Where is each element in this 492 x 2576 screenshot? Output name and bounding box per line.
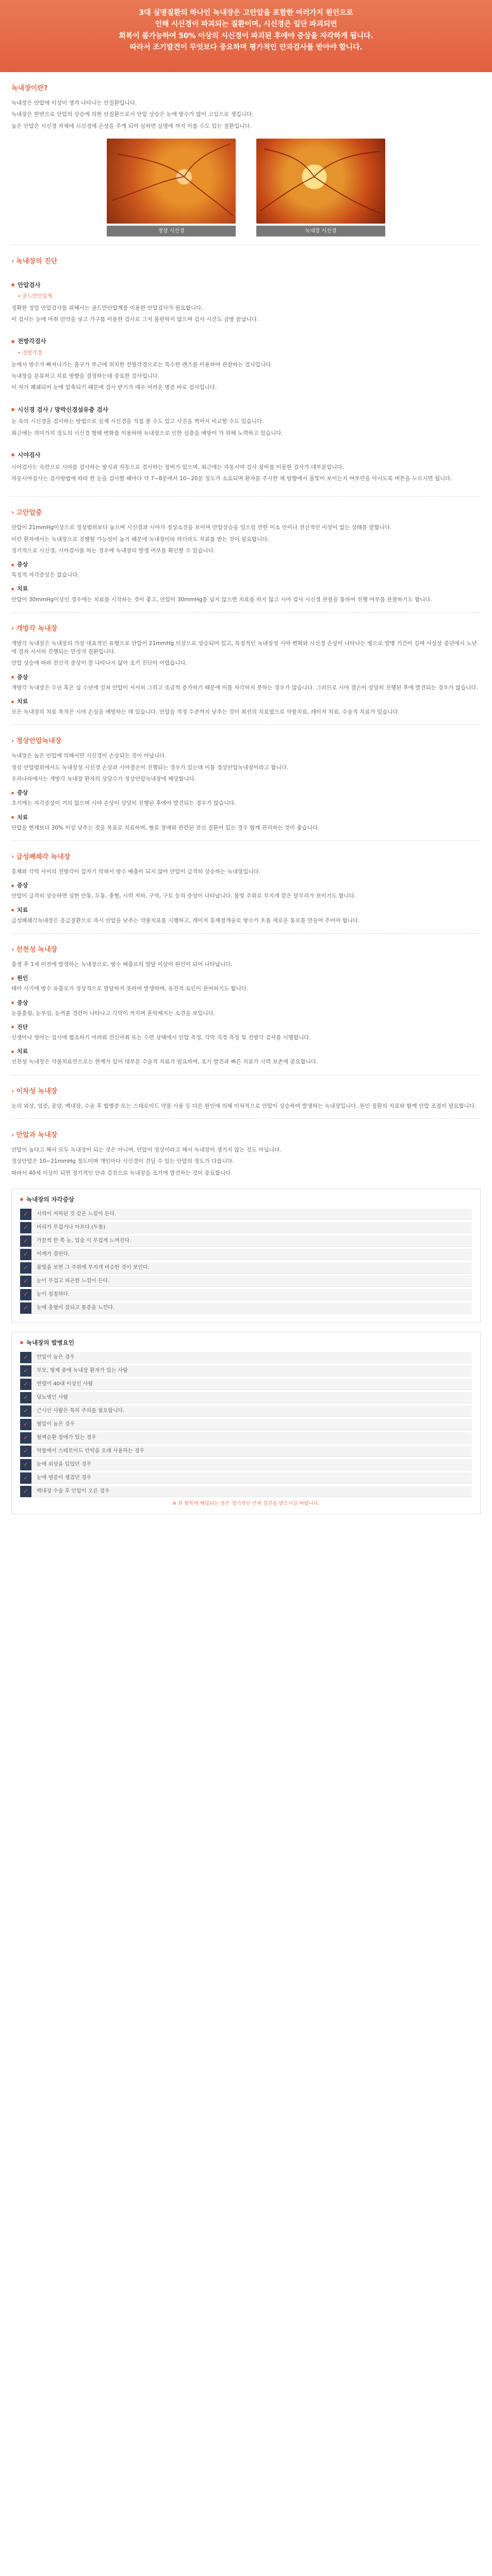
checklist-item-label: 약물에서 스테로이드 안약을 오래 사용하는 경우 bbox=[31, 1446, 472, 1457]
hero-line: 3대 실명질환의 하나인 녹내장은 고안압을 포함한 여러가지 원인으로 bbox=[139, 9, 353, 17]
checklist-item-label: 머리가 무겁거나 아프다.(두통) bbox=[31, 1222, 472, 1233]
intro-paragraph: 녹내장은 한번으로 안압의 상승에 의한 안질환으로서 안압 상승은 눈에 방수가 많이 고임으로 생깁니다. bbox=[11, 111, 254, 118]
checklist-item bbox=[20, 1379, 472, 1390]
check-icon: ✓ bbox=[20, 1249, 31, 1260]
glaucoma-fundus-caption: 녹내장 시신경 bbox=[256, 226, 385, 237]
checklist-item-label: 눈이 무겁고 피곤한 느낌이 든다. bbox=[31, 1276, 472, 1287]
checklist-item-label: 혈액순환 장애가 있는 경우 bbox=[31, 1432, 472, 1444]
checklists bbox=[11, 1189, 481, 1514]
checklist-item-label: 연령이 40대 이상인 사람 bbox=[31, 1379, 472, 1390]
dot-icon bbox=[11, 453, 14, 456]
checklist-item-label: 어깨가 결린다. bbox=[31, 1249, 472, 1260]
checklist-item bbox=[20, 1302, 472, 1314]
check-icon: ✓ bbox=[20, 1459, 31, 1470]
field-test: 시야검사 시야검사는 숙련으로 시야를 검사하는 방식과 자동으로 검사하는 장비가 있으며, 최근에는 자동시야 검사 장비를 이용한 검사가 대부분입니다. 자동시야검사는 검사방법에 따라 한 눈을 검사할 때마다 약 7~8분에서 10~20분 정도가 소요되며 환자를 주시한 채 방향에서 불빛이 보이는지 여부만을 아시도록 버튼을 누르시면 됩니다. bbox=[11, 451, 452, 482]
check-icon: ✓ bbox=[20, 1392, 31, 1403]
pressure-test: 안압검사 • 골드만안압계 정확한 정밀 안압검사를 위해서는 골드만안압계를 이용한 안압검사가 필요합니다. 이 검사는 눈에 마취 안약을 넣고 가구를 이용한 검사로 그저 불편하지 않으며 검사 시간도 금방 끝납니다. bbox=[11, 273, 481, 329]
checklist-item bbox=[20, 1262, 472, 1274]
normal-fundus-image bbox=[107, 139, 236, 224]
normal-tension-title: › 정상안압녹내장 bbox=[11, 737, 62, 745]
intro-title: 녹내장이란? bbox=[11, 84, 48, 92]
checklist-item-label: 눈에 염증이 생겼던 경우 bbox=[31, 1472, 472, 1484]
checklist-item-label: 눈에 외상을 입었던 경우 bbox=[31, 1459, 472, 1470]
checklist-item bbox=[20, 1235, 472, 1247]
check-icon: ✓ bbox=[20, 1235, 31, 1247]
iop-title: › 안압과 녹내장 bbox=[11, 1131, 58, 1139]
checklist-item bbox=[20, 1249, 472, 1260]
diagnosis-title: › 녹내장의 진단 bbox=[11, 258, 58, 266]
checklist-item bbox=[20, 1289, 472, 1300]
angle-test: 전방각검사 • 전방각경 눈에서 방수가 빠져나가는 출구가 부근에 위치한 전방각경으로는 특수한 렌즈를 이용하여 관찰하는 검사입니다. 녹내장을 분류하고 치료 방향을 결정하는데 중요한 검사입니다. 이 자가 폐쇄되어 눈에 압축되기 때문에 검사 받기가 매우 어려운 병증 바로 검사입니다. bbox=[11, 329, 481, 397]
divider bbox=[11, 496, 481, 497]
hero-banner bbox=[0, 0, 492, 72]
glaucoma-fundus bbox=[256, 139, 385, 237]
checklist-item bbox=[20, 1209, 472, 1220]
checklist-item bbox=[20, 1472, 472, 1484]
glaucoma-fundus-image bbox=[256, 139, 385, 224]
checklist-item-label: 눈이 침침하다. bbox=[31, 1289, 472, 1300]
checklist-item bbox=[20, 1459, 472, 1470]
intro-paragraph: 녹내장은 안압에 이상이 생겨 나타나는 안질환입니다. bbox=[11, 100, 137, 107]
arrow-icon: › bbox=[11, 258, 14, 266]
checklist-item bbox=[20, 1405, 472, 1417]
checklist-item bbox=[20, 1276, 472, 1287]
checklist-item bbox=[20, 1486, 472, 1497]
check-icon: ✓ bbox=[20, 1222, 31, 1233]
check-icon: ✓ bbox=[20, 1432, 31, 1444]
check-icon: ✓ bbox=[20, 1365, 31, 1377]
checklist-item bbox=[20, 1365, 472, 1377]
checklist-item-label: 눈에 충혈이 잘되고 통증을 느낀다. bbox=[31, 1302, 472, 1314]
hero-line: 회복이 불가능하여 50% 이상의 시신경이 파괴된 후에야 증상을 자각하게 됩니다. bbox=[119, 31, 373, 40]
pressure-test-device: • 골드만안압계 bbox=[18, 293, 481, 301]
checklist-item-label: 근시인 사람은 특히 주의를 필요합니다. bbox=[31, 1405, 472, 1417]
acute-angle-title: › 급성폐쇄각 녹내장 bbox=[11, 853, 71, 861]
check-icon: ✓ bbox=[20, 1302, 31, 1314]
check-icon: ✓ bbox=[20, 1276, 31, 1287]
hero-line: 인해 시신경이 파괴되는 질환이며, 시신경은 일단 파괴되면 bbox=[155, 20, 337, 29]
check-icon: ✓ bbox=[20, 1419, 31, 1430]
checklist-item-label: 가끔씩 한 쪽 눈, 입술 이 무겁게 느껴진다. bbox=[31, 1235, 472, 1247]
normal-fundus bbox=[107, 139, 236, 237]
check-icon: ✓ bbox=[20, 1472, 31, 1484]
check-icon: ✓ bbox=[20, 1405, 31, 1417]
checklist-item bbox=[20, 1419, 472, 1430]
checklist-item-label: 당뇨병인 사람 bbox=[31, 1392, 472, 1403]
checklist-item bbox=[20, 1392, 472, 1403]
open-angle-title: › 개방각 녹내장 bbox=[11, 624, 58, 633]
check-icon: ✓ bbox=[20, 1352, 31, 1363]
checklist-item-label: 안압이 높은 경우 bbox=[31, 1352, 472, 1363]
symptom-checklist: 녹내장의 자각증상 ✓ 시력이 저하된 것 같은 느낌이 든다. ✓ 머리가 무겁거나 아프다.(두통) ✓ 가끔씩 한 쪽 눈, 입술 이 무겁게 느껴진다. ✓ 어깨가 결린다. ✓ 불빛을 보면 그 주위에 무지개 비슷한 것이 보인다. ✓ 눈이 무겁고 피곤한 느낌이 든다. ✓ 눈이 침침하다. ✓ 눈에 충혈이 잘되고 통증을 느낀다. bbox=[11, 1189, 481, 1323]
fundus-images bbox=[11, 139, 481, 237]
intro-paragraph: 높은 안압은 시신경 자체에 시신경에 손상을 주게 되어 심하면 실명에 까지 이를 수도 있는 질환입니다. bbox=[11, 123, 252, 129]
checklist-item bbox=[20, 1352, 472, 1363]
checklist-item-label: 백내장 수술 후 안압이 오른 경우 bbox=[31, 1486, 472, 1497]
check-icon: ✓ bbox=[20, 1262, 31, 1274]
risk-checklist: 녹내장의 발병요인 ✓ 안압이 높은 경우 ✓ 부모, 형제 중에 녹내장 환자가 있는 사람 ✓ 연령이 40대 이상인 사람 ✓ 당뇨병인 사람 ✓ 근시인 사람은 특히 주의를 필요합니다. ✓ 혈압이 높은 경우 ✓ 혈액순환 장애가 있는 경우 ✓ 약물에서 스테로이드 안약을 오래 사용하는 경우 ✓ 눈에 외상을 입었던 경우 ✓ 눈에 염증이 생겼던 경우 ✓ 백내장 수술 후 안압이 오른 경우 ※ 위 항목에 해당되는 분은 정기적인 안과 검진을 받으시길 바랍니다. bbox=[11, 1332, 481, 1515]
normal-fundus-caption: 정상 시신경 bbox=[107, 226, 236, 237]
disc-test: 시신경 검사 / 망막신경섬유층 검사 눈 속의 시신경을 검사하는 방법으로 실제 시신경을 직접 볼 수도 있고 사진을 찍어서 비교할 수도 있습니다. 최근에는 의미가지 정도의 시신경 형태 변화를 이용하여 녹내장으로 인한 심층을 예방이 가 위해 노력하고 있습니다. bbox=[11, 405, 283, 436]
dot-icon bbox=[11, 283, 14, 286]
checklist-item bbox=[20, 1446, 472, 1457]
check-icon: ✓ bbox=[20, 1446, 31, 1457]
check-icon: ✓ bbox=[20, 1486, 31, 1497]
content: 녹내장이란? 녹내장은 안압에 이상이 생겨 나타나는 안질환입니다. 녹내장은 한번으로 안압의 상승에 의한 안질환으로서 안압 상승은 눈에 방수가 많이 고임으로 생깁니다. 높은 안압은 시신경 자체에 시신경에 손상을 주게 되어 심하면 실명에 까지 이를 수도 있는 질환입니다. 정상 시신경 녹내장 시신경 › 녹내장의 진단 안압검사 • 골드만안압계 정확한 정밀 안압검사를 위해서는 골드만안압계를 이용한 안압검사가 필요합니다. 이 검사는 눈에 마취 안약을 넣고 가구를 이용한 검사로 그저 불편하지 않으며 검사 시간도 금방 끝납니다. 전방각검사 • 전방각경 눈에서 방수가 빠져나가는 출구가 부근에 위치한 전방각경으로는 특수한 렌즈를 이용하여 관찰하는 검사입니다. 녹내장을 분류하고 치료 방향을 결정하는데 중요한 검사입니다. 이 자가 폐쇄되어 눈에 압축되기 때문에 검사 받기가 매우 어려운 병증 바로 검사입니다. 시신경 검사 / 망막신경섬유층 검사 눈 속의 시신경을 검사하는 방법으로 실제 시신경을 직접 볼 수도 있고 사진을 찍어서 비교할 수도 있습니다. 최근에는 의미가지 정도의 시신경 형태 변화를 이용하여 녹내장으로 인한 심층을 예방이 가 위해 노력하고 있습니다. 시야검사 시야검사는 숙련으로 시야를 검사하는 방식과 자동으로 검사하는 장비가 있으며, 최근에는 자동시야 검사 장비를 이용한 검사가 대부분입니다. 자동시야검사는 검사방법에 따라 한 눈을 검사할 때마다 약 7~8분에서 10~20분 정도가 소요되며 환자를 주시한 채 방향에서 불빛이 보이는지 여부만을 아시도록 버튼을 누르시면 됩니다. › 고안압중 안압이 21mmHg이상으로 정상범위보다 높으며 시신경과 시야가 정상소견을 보이며 안압상승을 일으킬 만한 이소 안이나 전신적인 이상이 없는 상태를 말합니다. 이런 환자에서는 녹내장으로 진행될 가능성이 높기 때문에 녹내장이라 하더라도 치료를 받는 것이 필요합니다. 정기적으로 시신경, 시야검사를 하는 경우에 녹내장의 발생 여부를 확인할 수 있습니다. 증상 특징적 자각증상은 없습니다. 치료 안압이 30mmHg이상인 경우에는 치료를 시작하는 것이 좋고, 안압이 30mmHg를 넘지 않으면 치료를 하지 않고 시야 검사 시신경 관찰을 통하여 진행 여부를 관찰하기도 합니다. › 개방각 녹내장 개방각 녹내장은 녹내장의 가장 대표적인 유형으로 안압이 21mmHg 이상으로 상승되어 있고, 특징적인 녹내장성 시야 변화와 시신경 손상이 나타나는 병으로 발병 기간이 길며 사실상 중년에서 노년에 걸쳐 서서히 진행되는 만성적 질환입니다. 안압 상승에 따라 전신적 증상이 잘 나타나지 않아 조기 진단이 어렵습니다. 증상 개방각 녹내장은 수년 혹은 십 수년에 걸쳐 안압이 서서히 그리고 조금씩 증가하기 때문에 이를 자각하지 못하는 경우가 많습니다. 그러므로 시야 결손이 상당히 진행된 후에 발견되는 경우가 많습니다. 치료 모든 녹내장의 치료 목적은 시야 손실을 예방하는 데 있습니다. 안압을 적정 수준까지 낮추는 것이 최선의 치료법으로 약물치료, 레이저 치료, 수술적 치료가 있습니다. › 정상안압녹내장 녹내장은 높은 안압에 의해서만 시신경이 손상되는 것이 아닙니다. 정상 안압범위에서도 녹내장성 시신경 손상과 시야결손이 진행되는 경우가 있는데 이를 정상안압녹내장이라고 합니다. 우리나라에서는 개방각 녹내장 환자의 상당수가 정상안압녹내장에 해당합니다. 증상 초기에는 자각증상이 거의 없으며 시야 손상이 상당히 진행된 후에야 발견되는 경우가 많습니다. 치료 안압을 현재보다 30% 이상 낮추는 것을 목표로 치료하며, 혈류 장애와 관련된 전신 질환이 있는 경우 함께 관리하는 것이 좋습니다. › 급성폐쇄각 녹내장 홍채와 각막 사이의 전방각이 갑자기 막혀서 방수 배출이 되지 않아 안압이 급격히 상승하는 녹내장입니다. 증상 안압이 급격히 상승하면 심한 안통, 두통, 충혈, 시력 저하, 구역, 구토 등의 증상이 나타납니다. 불빛 주위로 무지개 같은 달무리가 보이기도 합니다. 치료 급성폐쇄각녹내장은 응급질환으로 즉시 안압을 낮추는 약물치료를 시행하고, 레이저 홍채절개술로 방수가 흐를 새로운 통로를 만들어 주어야 합니다. › 선천성 녹내장 출생 후 1세 이전에 발생하는 녹내장으로, 방수 배출로의 발달 이상이 원인이 되어 나타납니다. 원인 태아 시기에 방수 유출로가 정상적으로 발달하지 못하여 발생하며, 유전적 요인이 관여하기도 합니다. 증상 눈물흘림, 눈부심, 눈꺼풀 경련이 나타나고 각막이 커지며 혼탁해지는 소견을 보입니다. 진단 신생아나 영아는 검사에 협조하기 어려워 전신마취 또는 수면 상태에서 안압 측정, 각막 직경 측정 및 전방각 검사를 시행합니다. 치료 선천성 녹내장은 약물치료만으로는 한계가 있어 대부분 수술적 치료가 필요하며, 조기 발견과 빠른 치료가 시력 보존에 중요합니다. › 이차성 녹내장 눈의 외상, 염증, 종양, 백내장, 수술 후 합병증 또는 스테로이드 약물 사용 등 다른 원인에 의해 이차적으로 안압이 상승하여 발생하는 녹내장입니다. 원인 질환의 치료와 함께 안압 조절이 필요합니다. › 안압과 녹내장 안압이 높다고 해서 모두 녹내장이 되는 것은 아니며, 안압이 정상이라고 해서 녹내장이 생기지 않는 것도 아닙니다. 정상안압은 10~21mmHg 정도이며 개인마다 시신경이 견딜 수 있는 안압의 정도가 다릅니다. 따라서 40세 이상이 되면 정기적인 안과 검진으로 녹내장을 조기에 발견하는 것이 중요합니다. 녹내장의 자각증상 ✓ 시력이 저하된 것 같은 느낌이 든다. ✓ 머리가 무겁거나 아프다.(두통) ✓ 가끔씩 한 쪽 눈, 입술 이 무겁게 느껴진다. ✓ 어깨가 결린다. ✓ 불빛을 보면 그 주위에 무지개 비슷한 것이 보인다. ✓ 눈이 무겁고 피곤한 느낌이 든다. ✓ 눈이 침침하다. ✓ 눈에 충혈이 잘되고 통증을 느낀다. 녹내장의 발병요인 ✓ 안압이 높은 경우 ✓ 부모, 형제 중에 녹내장 환자가 있는 사람 ✓ 연령이 40대 이상인 사람 ✓ 당뇨병인 사람 ✓ 근시인 사람은 특히 주의를 필요합니다. ✓ 혈압이 높은 경우 ✓ 혈액순환 장애가 있는 경우 ✓ 약물에서 스테로이드 안약을 오래 사용하는 경우 ✓ 눈에 외상을 입었던 경우 ✓ 눈에 염증이 생겼던 경우 ✓ 백내장 수술 후 안압이 오른 경우 ※ 위 항목에 해당되는 분은 정기적인 안과 검진을 받으시길 바랍니다. bbox=[0, 83, 492, 1514]
checklist-item-label: 부모, 형제 중에 녹내장 환자가 있는 사람 bbox=[31, 1365, 472, 1377]
hero-line: 따라서 조기발견이 무엇보다 중요하며 평가적인 안과검사를 받아야 합니다. bbox=[129, 43, 363, 52]
dot-icon bbox=[11, 408, 14, 411]
checklist-item-label: 시력이 저하된 것 같은 느낌이 든다. bbox=[31, 1209, 472, 1220]
checklist-item bbox=[20, 1222, 472, 1233]
angle-test-device: • 전방각경 bbox=[18, 349, 481, 358]
ocular-hypertension-title: › 고안압중 bbox=[11, 509, 42, 517]
secondary-title: › 이차성 녹내장 bbox=[11, 1087, 58, 1095]
footnote: ※ 위 항목에 해당되는 분은 정기적인 안과 검진을 받으시길 바랍니다. bbox=[172, 1500, 320, 1506]
checklist-item-label: 불빛을 보면 그 주위에 무지개 비슷한 것이 보인다. bbox=[31, 1262, 472, 1274]
checklist-item bbox=[20, 1432, 472, 1444]
congenital-title: › 선천성 녹내장 bbox=[11, 945, 58, 954]
check-icon: ✓ bbox=[20, 1379, 31, 1390]
checklist-item-label: 혈압이 높은 경우 bbox=[31, 1419, 472, 1430]
check-icon: ✓ bbox=[20, 1289, 31, 1300]
dot-icon bbox=[11, 340, 14, 343]
check-icon: ✓ bbox=[20, 1209, 31, 1220]
